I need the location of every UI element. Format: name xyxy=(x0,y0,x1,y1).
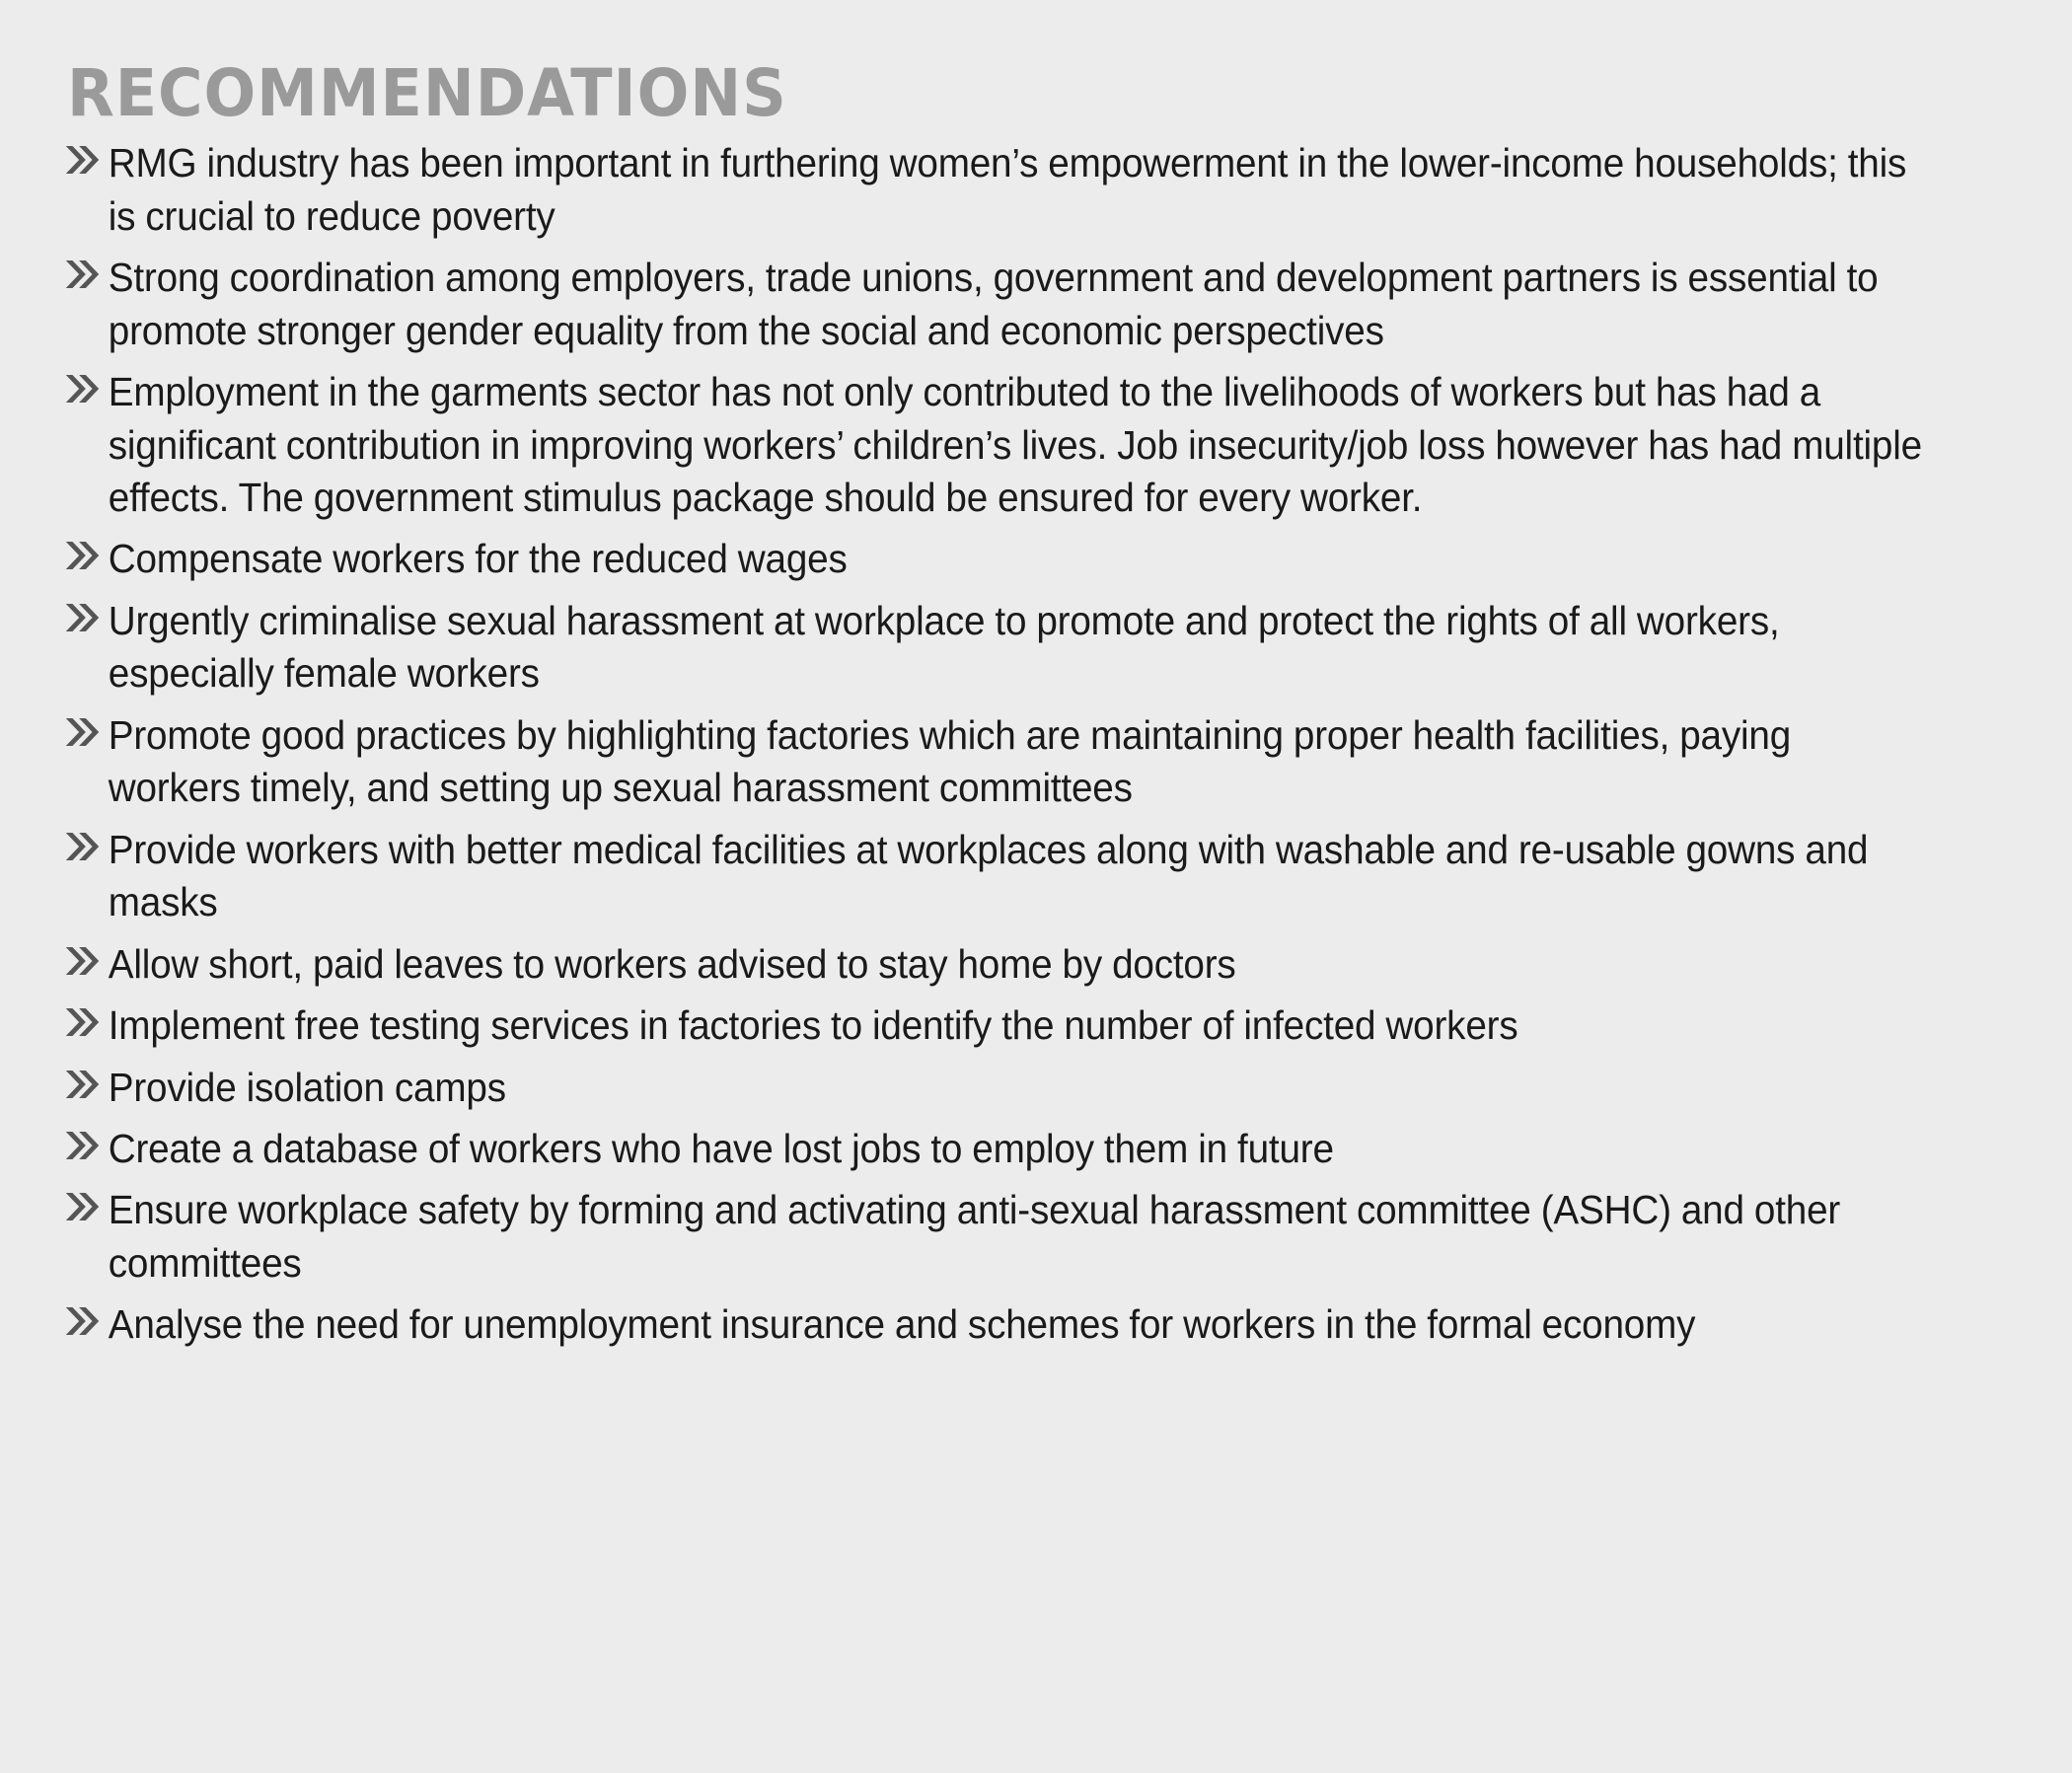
recommendation-item-6 xyxy=(61,709,1923,815)
double-chevron-right-icon xyxy=(63,140,101,180)
recommendation-item-8 xyxy=(61,938,1923,991)
double-chevron-right-icon xyxy=(63,1065,101,1104)
list-item-text: Employment in the garments sector has not only contributed to the livelihoods of workers but has had a significant contribution in improving workers’ children’s lives. Job insecurity/job loss however has had multiple effects. The government stimulus package should be ensured for every worker. xyxy=(108,369,1922,521)
list-item-text: Analyse the need for unemployment insurance and schemes for workers in the formal economy xyxy=(108,1301,1696,1348)
recommendation-item-4 xyxy=(61,533,1923,585)
recommendation-item-10 xyxy=(61,1062,1923,1114)
double-chevron-right-icon xyxy=(63,827,101,866)
recommendation-item-12 xyxy=(61,1184,1923,1290)
page-title: RECOMMENDATIONS xyxy=(67,55,787,131)
double-chevron-right-icon xyxy=(63,1126,101,1165)
recommendations-list xyxy=(61,137,2011,1352)
recommendation-item-13 xyxy=(61,1298,1923,1351)
list-item-text: Allow short, paid leaves to workers advised to stay home by doctors xyxy=(108,940,1236,987)
double-chevron-right-icon xyxy=(63,1002,101,1042)
list-item-text: Urgently criminalise sexual harassment at workplace to promote and protect the rights of all workers, especially female workers xyxy=(108,597,1780,697)
list-item-text: Strong coordination among employers, trade unions, government and development partners is essential to promote stronger gender equality from the social and economic perspectives xyxy=(108,255,1879,353)
recommendation-item-9 xyxy=(61,999,1923,1052)
list-item-text: Promote good practices by highlighting factories which are maintaining proper health facilities, paying workers timely, and setting up sexual harassment committees xyxy=(108,711,1792,811)
list-item-text: RMG industry has been important in furthering women’s empowerment in the lower-income households; this is crucial to reduce poverty xyxy=(108,140,1907,239)
double-chevron-right-icon xyxy=(63,941,101,981)
double-chevron-right-icon xyxy=(63,369,101,408)
double-chevron-right-icon xyxy=(63,536,101,575)
recommendation-item-7 xyxy=(61,824,1923,929)
list-item-text: Ensure workplace safety by forming and activating anti-sexual harassment committee (ASHC) and other committees xyxy=(108,1187,1841,1286)
list-item-text: Implement free testing services in factories to identify the number of infected workers xyxy=(108,1002,1518,1049)
double-chevron-right-icon xyxy=(63,255,101,294)
double-chevron-right-icon xyxy=(63,712,101,752)
recommendation-item-1 xyxy=(61,137,1923,243)
recommendation-item-11 xyxy=(61,1123,1923,1175)
recommendation-item-3 xyxy=(61,366,1923,524)
list-item-text: Provide isolation camps xyxy=(108,1064,506,1110)
double-chevron-right-icon xyxy=(63,598,101,637)
list-item-text: Provide workers with better medical facilities at workplaces along with washable and re-usable gowns and masks xyxy=(108,826,1869,925)
double-chevron-right-icon xyxy=(63,1187,101,1226)
list-item-text: Compensate workers for the reduced wages xyxy=(108,536,848,582)
recommendation-item-5 xyxy=(61,595,1923,701)
recommendation-item-2 xyxy=(61,252,1923,357)
list-item-text: Create a database of workers who have lost jobs to employ them in future xyxy=(108,1126,1334,1171)
double-chevron-right-icon xyxy=(63,1301,101,1341)
